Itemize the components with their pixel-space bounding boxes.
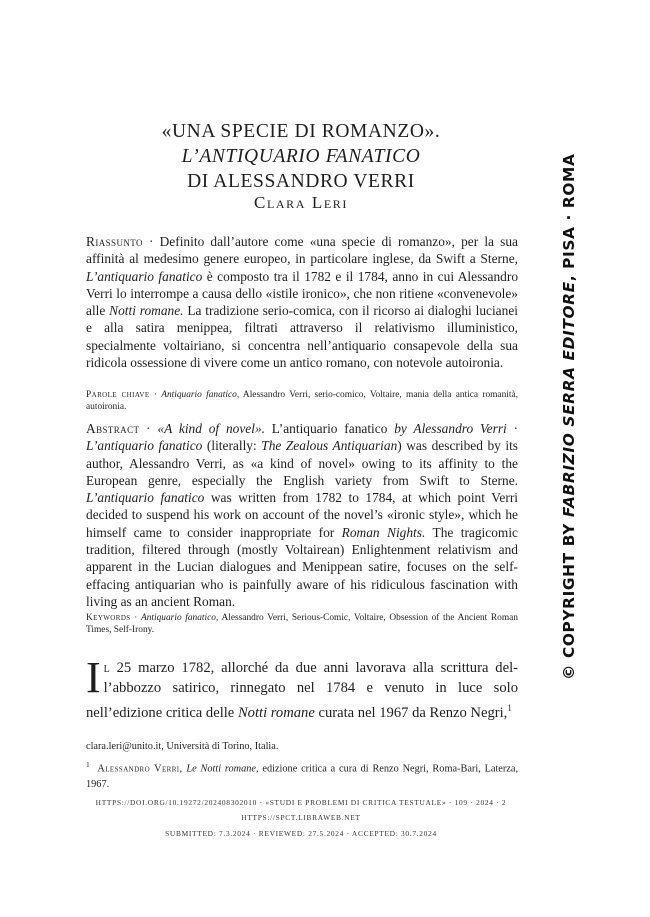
footnote-ref: 1 bbox=[507, 703, 512, 713]
publisher-name: FABRIZIO SERRA EDITORE bbox=[560, 281, 578, 518]
doi-line[interactable]: HTTPS://DOI.ORG/10.19272/202408302010 · «STUDI E PROBLEMI DI CRITICA TESTUALE» · 109 · 2024 · 2 bbox=[95, 798, 507, 807]
copyright-notice: © COPYRIGHT BY FABRIZIO SERRA EDITORE, PISA · ROMA bbox=[560, 153, 578, 680]
footnote-1: $^1$ Alessandro Verri, Le Notti romane, edizione critica a cura di Renzo Negri, Roma-Bari, Laterza, 1967. bbox=[86, 760, 519, 791]
keywords: Keywords · Antiquario fanatico, Alessandro Verri, Serious-Comic, Voltaire, Obsession of the Ancient Roman Times, Self-Irony. bbox=[86, 613, 518, 636]
author-name: Clara Leri bbox=[254, 193, 348, 212]
parole-chiave: Parole chiave · Antiquario fanatico, Alessandro Verri, serio-comico, Voltaire, mania della antica romanità, autoironia. bbox=[86, 390, 518, 413]
drop-cap: I bbox=[86, 653, 101, 702]
submission-dates: SUBMITTED: 7.3.2024 · REVIEWED: 27.5.2024 · ACCEPTED: 30.7.2024 bbox=[165, 829, 437, 838]
riassunto-paragraph: Riassunto · Definito dall’autore come «una specie di romanzo», per la sua affinità al medesimo genere europeo, in particolare inglese, da Swift a Sterne, L’antiquario fanatico è composto tra il 1782 e il 1784, anno in cui Alessandro Verri lo interrompe a causa dello «istile ironico», che non ritiene «convenevole» alle Notti romane. La tradizione serio-comica, con il ricorso ai dialoghi lucianei e alla satira menippea, filtrati attraverso il relativismo illuministico, specialmente voltairiano, si concentra nell’antiquario consapevole della sua ridicola ossessione di vivere come un antico romano, con notevole autoironia. bbox=[86, 234, 519, 371]
body-paragraph: Il 25 marzo 1782, allorché da due anni lavorava alla scrittura del-l’abbozzo satirico, rinnegato nel 1784 e venuto in luce solo nell’edizione critica delle Notti romane curata nel 1967 da Renzo Negri,$^1$ bbox=[86, 653, 518, 721]
title-line-2: L’ANTIQUARIO FANATICO bbox=[181, 146, 421, 167]
title-line-1: «UNA SPECIE DI ROMANZO». bbox=[161, 121, 441, 142]
article-title bbox=[0, 119, 602, 194]
abstract-label: Abstract bbox=[86, 421, 140, 436]
parole-chiave-label: Parole chiave bbox=[86, 390, 150, 400]
riassunto-label: Riassunto bbox=[86, 234, 143, 249]
abstract-paragraph: Abstract · «A kind of novel». L’antiquario fanatico by Alessandro Verri · L’antiquario fanatico (literally: The Zealous Antiquarian) was described by its author, Alessandro Verri, as «a kind of novel» owing to its affinity to the European genre, especially the English variety from Swift to Sterne. L’antiquario fanatico was written from 1782 to 1784, at which point Verri decided to suspend his work on account of the novel’s «ironic style», which he himself came to consider inappropriate for Roman Nights. The tragicomic tradition, filtered through (mostly Voltairean) Enlightenment relativism and apparent in the Lucian dialogues and Menippean satire, focuses on the self-effacing antiquarian who is painfully aware of his ridiculous fascination with living as an ancient Roman. bbox=[86, 421, 519, 609]
keywords-label: Keywords bbox=[86, 613, 131, 623]
footnote-email: clara.leri@unito.it, Università di Torino, Italia. bbox=[86, 741, 279, 752]
title-line-3: DI ALESSANDRO VERRI bbox=[187, 171, 415, 192]
journal-url[interactable]: HTTPS://SPCT.LIBRAWEB.NET bbox=[241, 813, 361, 822]
